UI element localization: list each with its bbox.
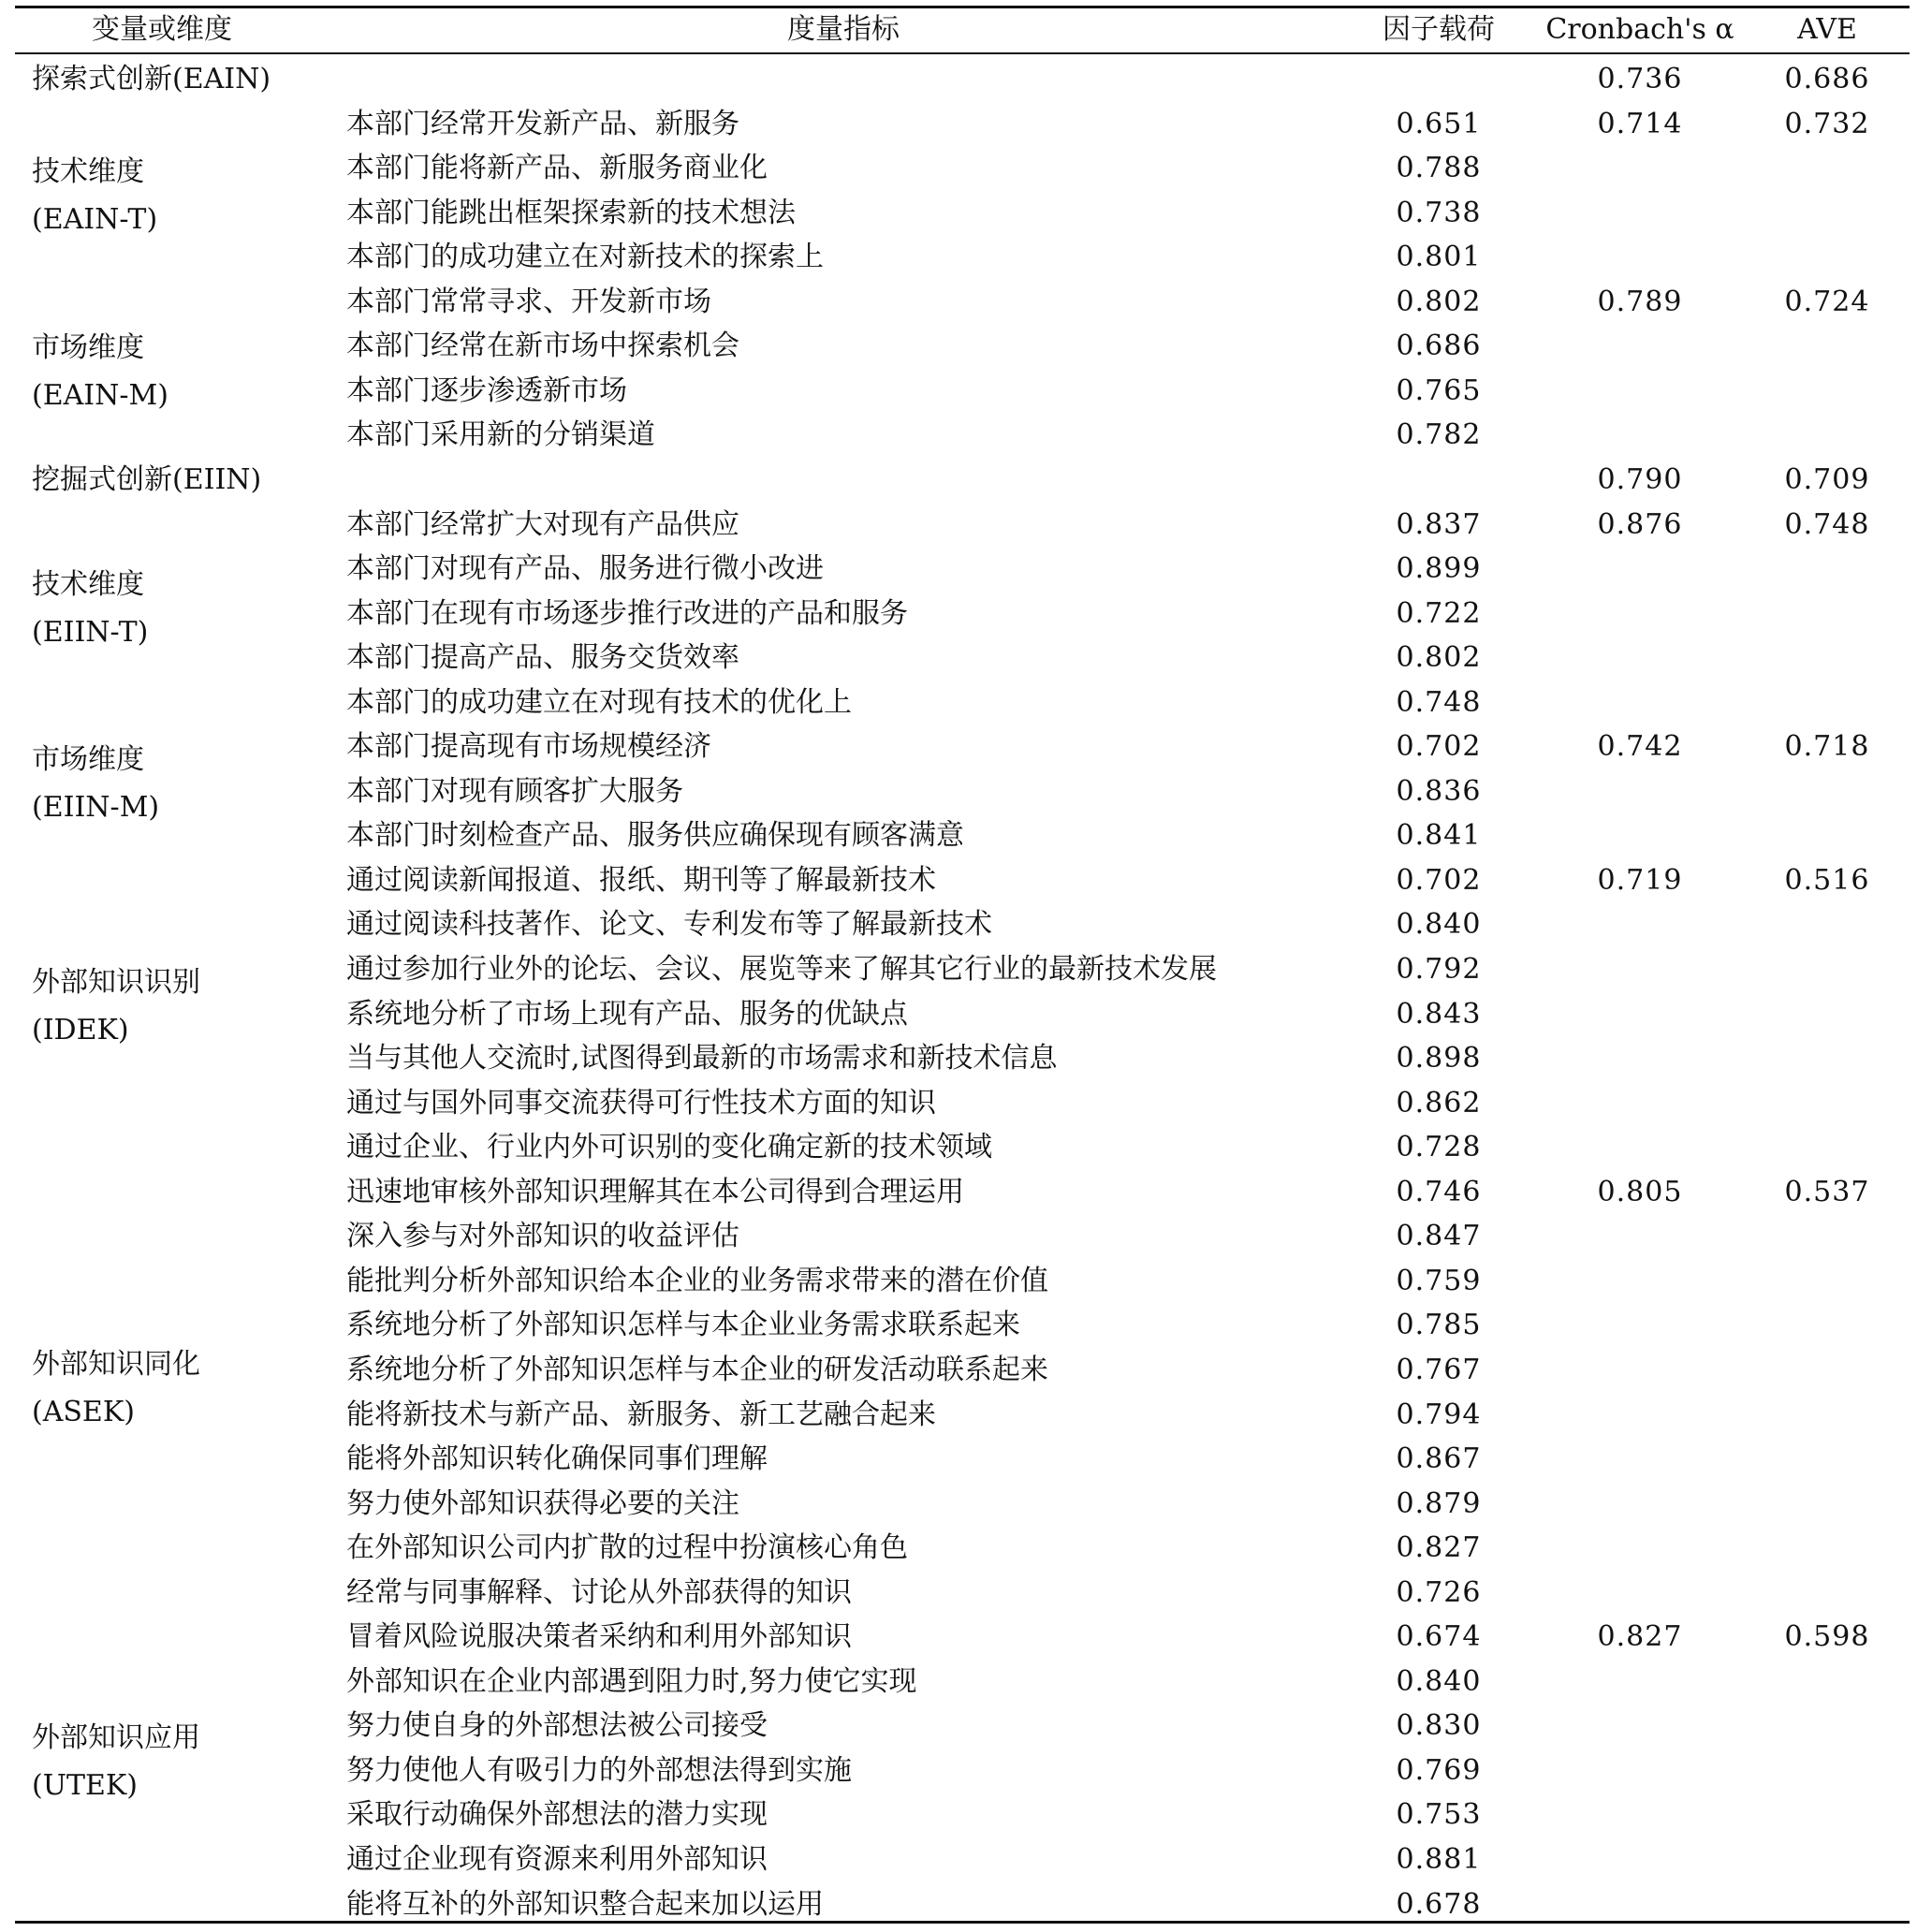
variable-cell: 挖掘式创新(EIIN) bbox=[32, 462, 262, 496]
factor-loading-cell: 0.759 bbox=[1396, 1264, 1482, 1297]
factor-loading-cell: 0.678 bbox=[1396, 1887, 1482, 1921]
table-row bbox=[15, 1571, 1910, 1616]
factor-loading-cell: 0.830 bbox=[1396, 1709, 1482, 1743]
cronbach-alpha-cell bbox=[1537, 1348, 1743, 1393]
indicator-cell: 能将新技术与新产品、新服务、新工艺融合起来 bbox=[346, 1398, 936, 1431]
ave-cell bbox=[1752, 1437, 1902, 1482]
table-row bbox=[15, 102, 1910, 147]
ave-cell bbox=[1752, 681, 1902, 725]
table-row bbox=[15, 992, 1910, 1037]
ave-cell bbox=[1752, 324, 1902, 369]
factor-loading-cell: 0.722 bbox=[1396, 596, 1482, 630]
cronbach-alpha-cell bbox=[1537, 1437, 1743, 1482]
cronbach-alpha-cell bbox=[1537, 1081, 1743, 1126]
cronbach-alpha-cell bbox=[1537, 947, 1743, 992]
factor-loading-cell: 0.702 bbox=[1396, 730, 1482, 764]
factor-loading-cell: 0.788 bbox=[1396, 152, 1482, 185]
factor-loading-cell: 0.738 bbox=[1396, 196, 1482, 229]
cronbach-alpha-cell bbox=[1537, 592, 1743, 637]
indicator-cell: 努力使他人有吸引力的外部想法得到实施 bbox=[346, 1753, 852, 1787]
factor-loading-cell: 0.686 bbox=[1396, 329, 1482, 363]
table-row bbox=[15, 413, 1910, 458]
indicator-cell: 能批判分析外部知识给本企业的业务需求带来的潜在价值 bbox=[346, 1264, 1048, 1297]
dimension-label: (ASEK) bbox=[32, 1396, 135, 1428]
dimension-label: 外部知识识别 bbox=[32, 966, 200, 999]
factor-loading-cell: 0.769 bbox=[1396, 1753, 1482, 1787]
ave-cell bbox=[1752, 146, 1902, 191]
cronbach-alpha-cell: 0.742 bbox=[1597, 730, 1683, 764]
cronbach-alpha-cell: 0.789 bbox=[1597, 285, 1683, 318]
factor-loading-cell: 0.802 bbox=[1396, 641, 1482, 675]
cronbach-alpha-cell bbox=[1537, 191, 1743, 236]
factor-loading-cell: 0.899 bbox=[1396, 552, 1482, 586]
indicator-cell: 通过参加行业外的论坛、会议、展览等来了解其它行业的最新技术发展 bbox=[346, 953, 1217, 986]
indicator-cell: 努力使自身的外部想法被公司接受 bbox=[346, 1709, 768, 1743]
ave-cell: 0.598 bbox=[1784, 1620, 1870, 1654]
table-row bbox=[15, 503, 1910, 548]
ave-cell: 0.748 bbox=[1784, 507, 1870, 541]
table-row bbox=[15, 324, 1910, 369]
cronbach-alpha-cell bbox=[1537, 1837, 1743, 1882]
ave-cell bbox=[1752, 1125, 1902, 1170]
indicator-cell: 本部门采用新的分销渠道 bbox=[346, 418, 655, 452]
table-row bbox=[15, 1259, 1910, 1304]
indicator-cell: 通过企业现有资源来利用外部知识 bbox=[346, 1843, 768, 1876]
ave-cell bbox=[1752, 1660, 1902, 1705]
ave-cell bbox=[1752, 1214, 1902, 1259]
indicator-cell: 当与其他人交流时,试图得到最新的市场需求和新技术信息 bbox=[346, 1042, 1058, 1076]
factor-loading-cell: 0.862 bbox=[1396, 1086, 1482, 1120]
indicator-cell: 通过与国外同事交流获得可行性技术方面的知识 bbox=[346, 1086, 936, 1120]
indicator-cell: 迅速地审核外部知识理解其在本公司得到合理运用 bbox=[346, 1175, 964, 1208]
cronbach-alpha-cell bbox=[1537, 681, 1743, 725]
indicator-cell: 在外部知识公司内扩散的过程中扮演核心角色 bbox=[346, 1531, 908, 1565]
factor-loading-cell: 0.881 bbox=[1396, 1843, 1482, 1876]
ave-cell bbox=[1752, 1704, 1902, 1749]
factor-loading-cell: 0.867 bbox=[1396, 1442, 1482, 1476]
indicator-cell: 本部门经常开发新产品、新服务 bbox=[346, 107, 739, 140]
table-row bbox=[15, 191, 1910, 236]
table-row bbox=[15, 1526, 1910, 1571]
header-indicator: 度量指标 bbox=[787, 13, 900, 46]
table-row bbox=[15, 369, 1910, 414]
ave-cell bbox=[1752, 1303, 1902, 1348]
table-row bbox=[15, 1214, 1910, 1259]
indicator-cell: 努力使外部知识获得必要的关注 bbox=[346, 1486, 739, 1520]
table-row bbox=[15, 813, 1910, 858]
cronbach-alpha-cell bbox=[1537, 324, 1743, 369]
factor-loading-cell bbox=[1368, 458, 1509, 503]
factor-loading-cell: 0.840 bbox=[1396, 1664, 1482, 1698]
cronbach-alpha-cell bbox=[1537, 1393, 1743, 1438]
ave-cell bbox=[1752, 191, 1902, 236]
table-row bbox=[15, 1081, 1910, 1126]
ave-cell: 0.537 bbox=[1784, 1175, 1870, 1208]
indicator-cell: 本部门常常寻求、开发新市场 bbox=[346, 285, 711, 318]
indicator-cell: 本部门对现有产品、服务进行微小改进 bbox=[346, 552, 824, 586]
factor-loading-cell: 0.840 bbox=[1396, 908, 1482, 942]
ave-cell bbox=[1752, 1571, 1902, 1616]
ave-cell bbox=[1752, 992, 1902, 1037]
indicator-cell: 通过阅读科技著作、论文、专利发布等了解最新技术 bbox=[346, 908, 992, 942]
factor-loading-cell: 0.651 bbox=[1396, 107, 1482, 140]
indicator-cell: 本部门逐步渗透新市场 bbox=[346, 373, 627, 407]
dimension-label: 技术维度 bbox=[32, 568, 144, 601]
table-row bbox=[15, 458, 1910, 503]
indicator-cell: 本部门时刻检查产品、服务供应确保现有顾客满意 bbox=[346, 819, 964, 853]
factor-loading-cell: 0.836 bbox=[1396, 774, 1482, 808]
cronbach-alpha-cell: 0.714 bbox=[1597, 107, 1683, 140]
cronbach-alpha-cell bbox=[1537, 1036, 1743, 1081]
ave-cell bbox=[1752, 1036, 1902, 1081]
table-row bbox=[15, 592, 1910, 637]
factor-loading-cell: 0.801 bbox=[1396, 241, 1482, 274]
table-row bbox=[15, 769, 1910, 814]
cronbach-alpha-cell bbox=[1537, 636, 1743, 681]
dimension-label: 市场维度 bbox=[32, 743, 144, 776]
table-row bbox=[15, 858, 1910, 903]
cronbach-alpha-cell: 0.876 bbox=[1597, 507, 1683, 541]
table-row bbox=[15, 902, 1910, 947]
ave-cell bbox=[1752, 636, 1902, 681]
dimension-label: 外部知识同化 bbox=[32, 1348, 200, 1381]
factor-loading-cell: 0.792 bbox=[1396, 953, 1482, 986]
table-row bbox=[15, 1170, 1910, 1215]
ave-cell bbox=[1752, 947, 1902, 992]
cronbach-alpha-cell bbox=[1537, 369, 1743, 414]
ave-cell bbox=[1752, 1081, 1902, 1126]
ave-cell: 0.732 bbox=[1784, 107, 1870, 140]
ave-cell bbox=[1752, 369, 1902, 414]
table-row bbox=[15, 280, 1910, 325]
factor-loading-cell: 0.702 bbox=[1396, 863, 1482, 897]
table-row bbox=[15, 146, 1910, 191]
dimension-label: (EIIN-M) bbox=[32, 791, 160, 824]
cronbach-alpha-cell bbox=[1537, 1259, 1743, 1304]
indicator-cell: 能将互补的外部知识整合起来加以运用 bbox=[346, 1887, 824, 1921]
header-cronbach-alpha: Cronbach's α bbox=[1545, 13, 1734, 46]
table-row bbox=[15, 1749, 1910, 1793]
indicator-cell: 通过企业、行业内外可识别的变化确定新的技术领域 bbox=[346, 1131, 992, 1164]
cronbach-alpha-cell bbox=[1537, 992, 1743, 1037]
table-row bbox=[15, 1393, 1910, 1438]
dimension-label: 市场维度 bbox=[32, 331, 144, 364]
ave-cell bbox=[1752, 1482, 1902, 1527]
table-row bbox=[15, 1482, 1910, 1527]
table-row bbox=[15, 681, 1910, 725]
factor-loading-cell: 0.674 bbox=[1396, 1620, 1482, 1654]
cronbach-alpha-cell bbox=[1537, 769, 1743, 814]
cronbach-alpha-cell bbox=[1537, 1793, 1743, 1837]
ave-cell: 0.709 bbox=[1784, 462, 1870, 496]
ave-cell bbox=[1752, 592, 1902, 637]
factor-loading-cell: 0.843 bbox=[1396, 997, 1482, 1031]
factor-loading-cell: 0.898 bbox=[1396, 1042, 1482, 1076]
ave-cell bbox=[1752, 1393, 1902, 1438]
cronbach-alpha-cell bbox=[1537, 1214, 1743, 1259]
indicator-cell: 本部门提高现有市场规模经济 bbox=[346, 730, 711, 764]
factor-loading-cell: 0.753 bbox=[1396, 1798, 1482, 1832]
dimension-label: 技术维度 bbox=[32, 155, 144, 188]
cronbach-alpha-cell: 0.827 bbox=[1597, 1620, 1683, 1654]
ave-cell bbox=[1752, 1793, 1902, 1837]
factor-loading-cell: 0.746 bbox=[1396, 1175, 1482, 1208]
indicator-cell: 系统地分析了外部知识怎样与本企业业务需求联系起来 bbox=[346, 1309, 1020, 1342]
factor-loading-cell: 0.847 bbox=[1396, 1220, 1482, 1253]
cronbach-alpha-cell bbox=[1537, 146, 1743, 191]
header-ave: AVE bbox=[1797, 13, 1857, 46]
indicator-cell: 本部门的成功建立在对现有技术的优化上 bbox=[346, 685, 852, 719]
table-row bbox=[15, 1837, 1910, 1882]
indicator-cell: 通过阅读新闻报道、报纸、期刊等了解最新技术 bbox=[346, 863, 936, 897]
cronbach-alpha-cell bbox=[1537, 1749, 1743, 1793]
factor-loading-cell: 0.785 bbox=[1396, 1309, 1482, 1342]
cronbach-alpha-cell bbox=[1537, 1482, 1743, 1527]
table-row bbox=[15, 1793, 1910, 1837]
table-row bbox=[15, 1704, 1910, 1749]
ave-cell: 0.724 bbox=[1784, 285, 1870, 318]
indicator-cell: 系统地分析了市场上现有产品、服务的优缺点 bbox=[346, 997, 908, 1031]
factor-loading-cell: 0.827 bbox=[1396, 1531, 1482, 1565]
table-row bbox=[15, 57, 1910, 102]
factor-loading-cell: 0.728 bbox=[1396, 1131, 1482, 1164]
table-header bbox=[15, 9, 1910, 51]
cronbach-alpha-cell bbox=[1537, 1704, 1743, 1749]
cronbach-alpha-cell bbox=[1537, 1303, 1743, 1348]
indicator-cell: 冒着风险说服决策者采纳和利用外部知识 bbox=[346, 1620, 852, 1654]
cronbach-alpha-cell: 0.719 bbox=[1597, 863, 1683, 897]
ave-cell bbox=[1752, 1526, 1902, 1571]
table-row bbox=[15, 547, 1910, 592]
table-row bbox=[15, 1348, 1910, 1393]
table-row bbox=[15, 1437, 1910, 1482]
ave-cell: 0.718 bbox=[1784, 730, 1870, 764]
ave-cell bbox=[1752, 1749, 1902, 1793]
cronbach-alpha-cell bbox=[1537, 235, 1743, 280]
indicator-cell: 本部门提高产品、服务交货效率 bbox=[346, 641, 739, 675]
cronbach-alpha-cell: 0.736 bbox=[1597, 63, 1683, 95]
factor-loading-cell: 0.748 bbox=[1396, 685, 1482, 719]
ave-cell bbox=[1752, 413, 1902, 458]
table-row bbox=[15, 1036, 1910, 1081]
factor-loading-cell: 0.767 bbox=[1396, 1353, 1482, 1386]
table-row bbox=[15, 636, 1910, 681]
indicator-cell: 深入参与对外部知识的收益评估 bbox=[346, 1220, 739, 1253]
cronbach-alpha-cell bbox=[1537, 1125, 1743, 1170]
ave-cell: 0.516 bbox=[1784, 863, 1870, 897]
cronbach-alpha-cell bbox=[1537, 1571, 1743, 1616]
cronbach-alpha-cell bbox=[1537, 813, 1743, 858]
indicator-cell: 外部知识在企业内部遇到阻力时,努力使它实现 bbox=[346, 1664, 917, 1698]
dimension-label: 外部知识应用 bbox=[32, 1721, 200, 1754]
indicator-cell: 经常与同事解释、讨论从外部获得的知识 bbox=[346, 1575, 852, 1609]
header-factor-loading: 因子载荷 bbox=[1383, 13, 1495, 46]
ave-cell bbox=[1752, 547, 1902, 592]
ave-cell bbox=[1752, 769, 1902, 814]
ave-cell: 0.686 bbox=[1784, 63, 1870, 95]
indicator-cell: 本部门经常扩大对现有产品供应 bbox=[346, 507, 739, 541]
factor-loading-cell: 0.879 bbox=[1396, 1486, 1482, 1520]
ave-cell bbox=[1752, 902, 1902, 947]
factor-loading-cell: 0.802 bbox=[1396, 285, 1482, 318]
cronbach-alpha-cell bbox=[1537, 1882, 1743, 1927]
table-row bbox=[15, 235, 1910, 280]
cronbach-alpha-cell bbox=[1537, 547, 1743, 592]
cronbach-alpha-cell bbox=[1537, 902, 1743, 947]
table-row bbox=[15, 1660, 1910, 1705]
indicator-cell: 采取行动确保外部想法的潜力实现 bbox=[346, 1798, 768, 1832]
dimension-label: (IDEK) bbox=[32, 1014, 129, 1046]
factor-loading-cell: 0.765 bbox=[1396, 373, 1482, 407]
dimension-label: (EAIN-T) bbox=[32, 203, 158, 236]
indicator-cell: 本部门能跳出框架探索新的技术想法 bbox=[346, 196, 796, 229]
indicator-cell: 能将外部知识转化确保同事们理解 bbox=[346, 1442, 768, 1476]
table-row bbox=[15, 1125, 1910, 1170]
indicator-cell: 本部门对现有顾客扩大服务 bbox=[346, 774, 683, 808]
factor-loading-cell: 0.841 bbox=[1396, 819, 1482, 853]
cronbach-alpha-cell bbox=[1537, 1660, 1743, 1705]
table-row bbox=[15, 1303, 1910, 1348]
factor-loading-cell: 0.794 bbox=[1396, 1398, 1482, 1431]
table-row bbox=[15, 1615, 1910, 1660]
dimension-label: (EAIN-M) bbox=[32, 379, 168, 412]
ave-cell bbox=[1752, 1882, 1902, 1927]
indicator-cell: 本部门在现有市场逐步推行改进的产品和服务 bbox=[346, 596, 908, 630]
indicator-cell: 本部门的成功建立在对新技术的探索上 bbox=[346, 241, 824, 274]
table-row bbox=[15, 1882, 1910, 1927]
cronbach-alpha-cell: 0.790 bbox=[1597, 462, 1683, 496]
table-bottom-rule bbox=[15, 1921, 1910, 1924]
factor-loading-cell: 0.782 bbox=[1396, 418, 1482, 452]
indicator-cell: 系统地分析了外部知识怎样与本企业的研发活动联系起来 bbox=[346, 1353, 1048, 1386]
indicator-cell: 本部门能将新产品、新服务商业化 bbox=[346, 152, 768, 185]
indicator-cell: 本部门经常在新市场中探索机会 bbox=[346, 329, 739, 363]
dimension-label: (UTEK) bbox=[32, 1769, 139, 1802]
header-variable: 变量或维度 bbox=[92, 13, 232, 46]
cronbach-alpha-cell bbox=[1537, 413, 1743, 458]
factor-loading-cell: 0.726 bbox=[1396, 1575, 1482, 1609]
factor-loading-cell: 0.837 bbox=[1396, 507, 1482, 541]
factor-loading-cell bbox=[1368, 57, 1509, 102]
ave-cell bbox=[1752, 1259, 1902, 1304]
ave-cell bbox=[1752, 1837, 1902, 1882]
table-top-rule bbox=[15, 6, 1910, 8]
ave-cell bbox=[1752, 813, 1902, 858]
table-row bbox=[15, 724, 1910, 769]
cronbach-alpha-cell: 0.805 bbox=[1597, 1175, 1683, 1208]
variable-cell: 探索式创新(EAIN) bbox=[32, 63, 271, 95]
table-header-rule bbox=[15, 52, 1910, 54]
dimension-label: (EIIN-T) bbox=[32, 616, 149, 649]
ave-cell bbox=[1752, 1348, 1902, 1393]
table-row bbox=[15, 947, 1910, 992]
ave-cell bbox=[1752, 235, 1902, 280]
cronbach-alpha-cell bbox=[1537, 1526, 1743, 1571]
